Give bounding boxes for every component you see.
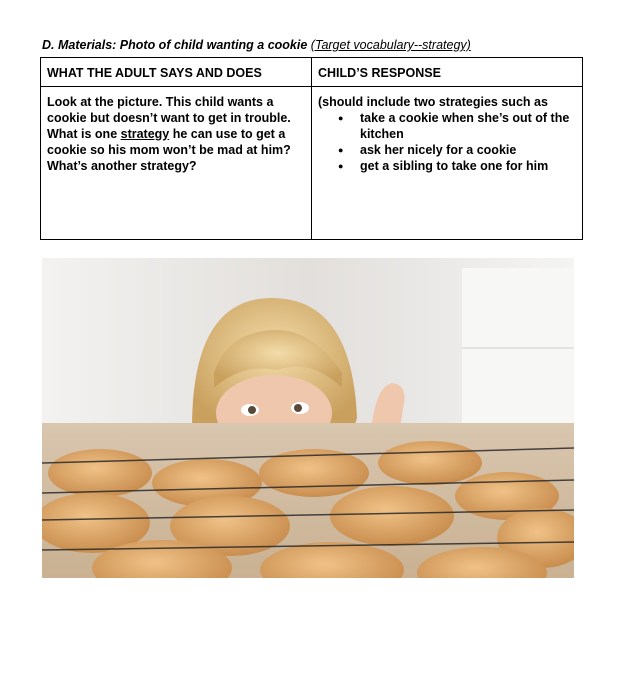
- adult-cell: [41, 87, 312, 240]
- kitchen-cabinet: [462, 268, 574, 438]
- child-column-header: CHILD’S RESPONSE: [312, 58, 583, 87]
- vocab-keyword: strategy: [120, 127, 170, 141]
- adult-column-header: WHAT THE ADULT SAYS AND DOES: [41, 58, 312, 87]
- materials-table: [40, 57, 583, 240]
- target-vocabulary: (Target vocabulary--strategy): [310, 38, 471, 52]
- heading-label: D. Materials: Photo of child wanting a cookie: [42, 38, 308, 52]
- response-cell: [312, 87, 583, 240]
- response-list: [318, 110, 578, 174]
- adult-instructions: Look at the picture. This child wants a cookie but doesn’t want to get in trouble. What is one strategy he can use to get a cookie so his mom won’t be mad at him? What’s another strategy?: [47, 95, 291, 173]
- response-item: ● get a sibling to take one for him: [360, 158, 578, 174]
- response-item: ● ask her nicely for a cookie: [360, 142, 578, 158]
- child-cookie-photo: [42, 258, 574, 578]
- response-item: ● take a cookie when she’s out of the kitchen: [360, 110, 578, 142]
- response-intro: (should include two strategies such as: [318, 95, 548, 109]
- section-heading: [42, 38, 471, 52]
